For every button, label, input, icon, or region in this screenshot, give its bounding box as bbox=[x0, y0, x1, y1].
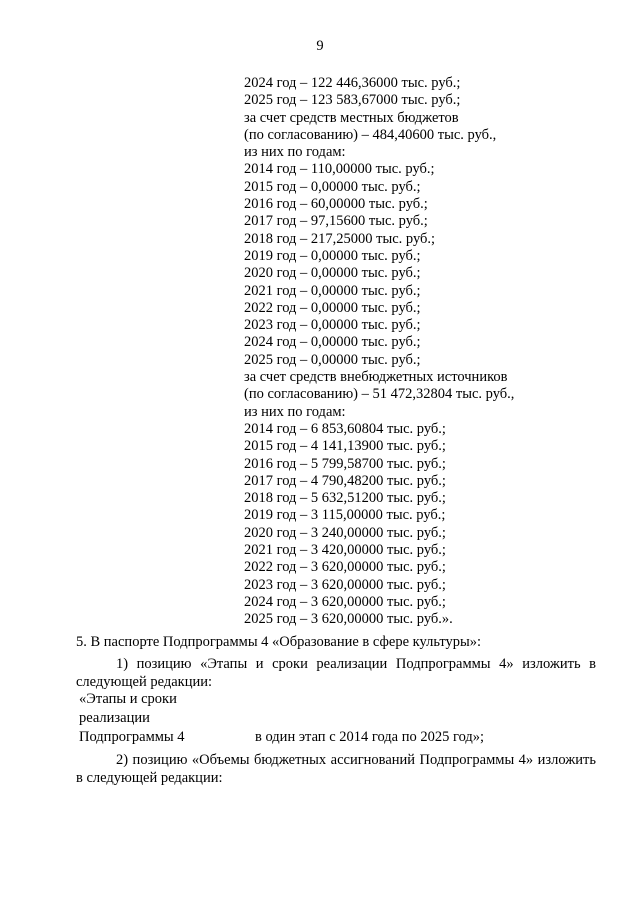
budget-line: 2024 год – 3 620,00000 тыс. руб.; bbox=[244, 593, 446, 610]
paragraph-item-2-text: 2) позицию «Объемы бюджетных ассигнований Подпрограммы 4» изложить в следующей редакции: bbox=[76, 752, 596, 786]
stages-table-label-line: «Этапы и сроки bbox=[79, 691, 177, 707]
budget-line: 2019 год – 3 115,00000 тыс. руб.; bbox=[244, 507, 446, 524]
budget-line: 2022 год – 0,00000 тыс. руб.; bbox=[244, 299, 421, 316]
paragraph-item-1 bbox=[76, 655, 596, 691]
budget-line: 2025 год – 3 620,00000 тыс. руб.». bbox=[244, 611, 453, 628]
budget-line: 2025 год – 123 583,67000 тыс. руб.; bbox=[244, 92, 461, 109]
stages-table-label bbox=[79, 690, 249, 747]
budget-line: 2023 год – 3 620,00000 тыс. руб.; bbox=[244, 576, 446, 593]
budget-line: 2020 год – 3 240,00000 тыс. руб.; bbox=[244, 524, 446, 541]
budget-line: 2019 год – 0,00000 тыс. руб.; bbox=[244, 247, 421, 264]
budget-line: 2024 год – 0,00000 тыс. руб.; bbox=[244, 334, 421, 351]
budget-line: 2018 год – 5 632,51200 тыс. руб.; bbox=[244, 490, 446, 507]
budget-line: 2024 год – 122 446,36000 тыс. руб.; bbox=[244, 75, 461, 91]
budget-line: из них по годам: bbox=[244, 403, 346, 420]
budget-line: 2014 год – 110,00000 тыс. руб.; bbox=[244, 161, 435, 178]
budget-list bbox=[244, 75, 624, 629]
budget-line: 2017 год – 4 790,48200 тыс. руб.; bbox=[244, 472, 446, 489]
page-number: 9 bbox=[316, 38, 324, 54]
section-item-5: 5. В паспорте Подпрограммы 4 «Образование в сфере культуры»: bbox=[76, 634, 482, 650]
budget-line: 2023 год – 0,00000 тыс. руб.; bbox=[244, 317, 421, 334]
budget-line: за счет средств местных бюджетов bbox=[244, 109, 459, 126]
budget-line: 2016 год – 5 799,58700 тыс. руб.; bbox=[244, 455, 446, 472]
budget-line: 2020 год – 0,00000 тыс. руб.; bbox=[244, 265, 421, 282]
budget-line: 2021 год – 0,00000 тыс. руб.; bbox=[244, 282, 421, 299]
budget-line: 2015 год – 0,00000 тыс. руб.; bbox=[244, 178, 421, 195]
paragraph-item-1-text: 1) позицию «Этапы и сроки реализации Подпрограммы 4» изложить в следующей редакции: bbox=[76, 656, 596, 690]
budget-line: 2025 год – 0,00000 тыс. руб.; bbox=[244, 351, 421, 368]
budget-line: из них по годам: bbox=[244, 144, 346, 161]
budget-line: за счет средств внебюджетных источников bbox=[244, 369, 508, 386]
budget-line: 2016 год – 60,00000 тыс. руб.; bbox=[244, 196, 428, 213]
paragraph-item-2 bbox=[76, 751, 596, 787]
budget-line: 2017 год – 97,15600 тыс. руб.; bbox=[244, 213, 428, 230]
budget-line: 2022 год – 3 620,00000 тыс. руб.; bbox=[244, 559, 446, 576]
stages-table-label-line: Подпрограммы 4 bbox=[79, 729, 185, 745]
budget-line: 2015 год – 4 141,13900 тыс. руб.; bbox=[244, 438, 446, 455]
budget-line: (по согласованию) – 51 472,32804 тыс. руб., bbox=[244, 386, 515, 403]
budget-line: 2018 год – 217,25000 тыс. руб.; bbox=[244, 230, 436, 247]
budget-line: 2014 год – 6 853,60804 тыс. руб.; bbox=[244, 420, 446, 437]
stages-table-value: в один этап с 2014 года по 2025 год»; bbox=[255, 729, 485, 745]
stages-table-label-line: реализации bbox=[79, 710, 150, 726]
budget-line: (по согласованию) – 484,40600 тыс. руб., bbox=[244, 126, 497, 143]
budget-line: 2021 год – 3 420,00000 тыс. руб.; bbox=[244, 542, 446, 559]
